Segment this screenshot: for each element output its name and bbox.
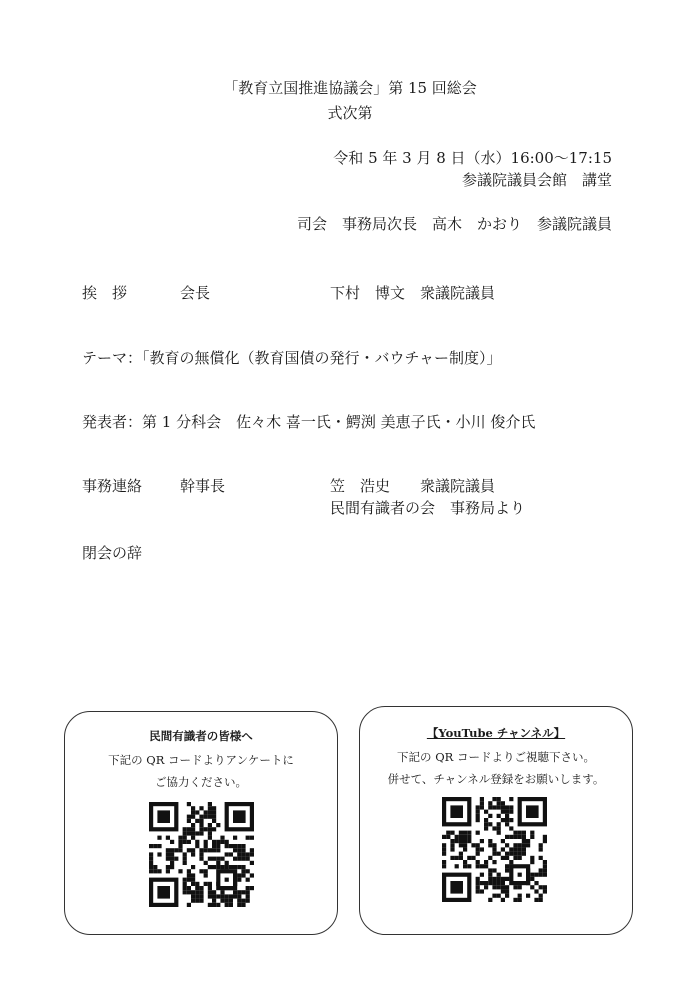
survey-line-1: 下記の QR コードよりアンケートに <box>108 753 294 767</box>
event-venue: 参議院議員会館 講堂 <box>461 171 612 189</box>
page-title: 「教育立国推進協議会」第 15 回総会 <box>223 79 477 97</box>
event-date: 令和 5 年 3 月 8 日（水）16:00～17:15 <box>333 149 612 167</box>
survey-box <box>64 711 338 935</box>
notices-role: 幹事長 <box>180 477 226 495</box>
greeting-label: 挨 拶 <box>82 284 128 302</box>
notices-label: 事務連絡 <box>82 477 143 495</box>
youtube-box <box>359 706 633 935</box>
survey-line-2: ご協力ください。 <box>155 775 247 789</box>
page-subtitle: 式次第 <box>327 104 373 122</box>
youtube-heading: 【YouTube チャンネル】 <box>426 726 566 740</box>
qr-code-icon[interactable] <box>442 797 547 902</box>
qr-code-icon[interactable] <box>149 802 254 907</box>
greeting-role: 会長 <box>180 284 211 302</box>
greeting-person: 下村 博文 衆議院議員 <box>330 284 496 302</box>
youtube-line-2: 併せて、チャンネル登録をお願いします。 <box>387 772 605 786</box>
presenters-line: 発表者：第 1 分科会 佐々木 喜一氏・鰐渕 美恵子氏・小川 俊介氏 <box>82 413 536 431</box>
theme-line: テーマ：「教育の無償化（教育国債の発行・バウチャー制度）」 <box>82 349 502 367</box>
closing-line: 閉会の辞 <box>82 544 143 562</box>
notices-person-2: 民間有識者の会 事務局より <box>330 499 526 517</box>
survey-heading: 民間有識者の皆様へ <box>149 729 253 743</box>
master-of-ceremonies: 司会 事務局次長 高木 かおり 参議院議員 <box>296 215 612 233</box>
youtube-line-1: 下記の QR コードよりご視聴下さい。 <box>397 750 595 764</box>
notices-person: 笠 浩史 衆議院議員 <box>330 477 496 495</box>
